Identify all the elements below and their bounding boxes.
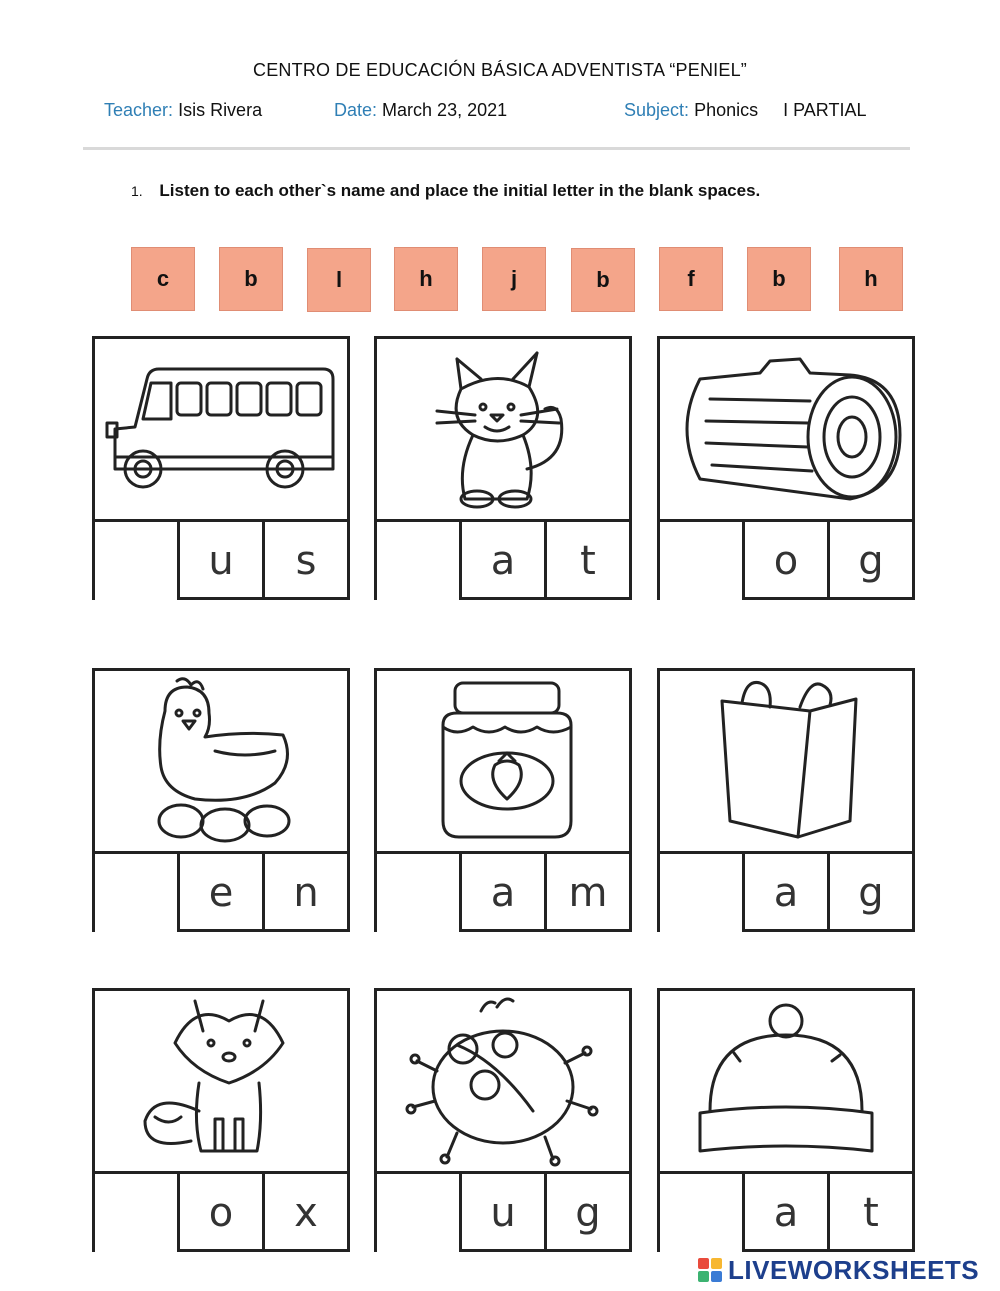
letter-cell: a — [462, 854, 547, 932]
word-card — [657, 988, 915, 1252]
instruction-text: Listen to each other`s name and place the initial letter in the blank spaces. — [159, 181, 761, 200]
letter-cell: a — [462, 522, 547, 600]
log-icon — [660, 339, 912, 519]
letter-cell: g — [575, 1190, 601, 1236]
letter-row — [660, 519, 912, 600]
fox-icon — [95, 991, 347, 1171]
teacher-info — [104, 100, 262, 121]
liveworksheets-brand — [698, 1255, 979, 1286]
date-label: Date: — [334, 100, 378, 120]
letter-tile[interactable]: h — [839, 247, 903, 311]
letter-row — [95, 519, 347, 600]
letter-cell: u — [180, 522, 265, 600]
letter-row — [95, 851, 347, 932]
letter-cell: g — [858, 538, 884, 584]
letter-row — [660, 1171, 912, 1252]
word-card — [374, 668, 632, 932]
word-card — [92, 336, 350, 600]
word-card — [92, 988, 350, 1252]
subject-label: Subject: — [624, 100, 690, 120]
letter-row — [377, 1171, 629, 1252]
school-title: CENTRO DE EDUCACIÓN BÁSICA ADVENTISTA “PENIEL” — [253, 60, 747, 80]
letter-cell: t — [863, 1190, 879, 1236]
hen-icon — [95, 671, 347, 851]
date-info — [334, 100, 507, 121]
letter-tile[interactable]: c — [131, 247, 195, 311]
instruction — [131, 181, 760, 201]
letter-cell: m — [568, 870, 608, 916]
letter-tile[interactable]: h — [394, 247, 458, 311]
partial-label: I PARTIAL — [783, 100, 867, 120]
letter-cell: g — [858, 870, 884, 916]
letter-cell: a — [745, 854, 830, 932]
blank-letter-box[interactable] — [95, 522, 180, 600]
word-card — [374, 988, 632, 1252]
instruction-number: 1. — [131, 183, 143, 199]
date-value: March 23, 2021 — [382, 100, 508, 120]
blank-letter-box[interactable] — [95, 854, 180, 932]
letter-cell: o — [745, 522, 830, 600]
letter-tile[interactable]: b — [219, 247, 283, 311]
subject-value: Phonics — [694, 100, 759, 120]
blank-letter-box[interactable] — [377, 522, 462, 600]
jam-jar-icon — [377, 671, 629, 851]
word-card — [374, 336, 632, 600]
bus-icon — [95, 339, 347, 519]
letter-cell: u — [462, 1174, 547, 1252]
blank-letter-box[interactable] — [660, 854, 745, 932]
letter-row — [377, 519, 629, 600]
header-divider — [83, 147, 910, 150]
letter-cell: x — [294, 1190, 318, 1236]
letter-tile[interactable]: j — [482, 247, 546, 311]
word-card — [657, 668, 915, 932]
blank-letter-box[interactable] — [95, 1174, 180, 1252]
letter-tile[interactable]: b — [747, 247, 811, 311]
teacher-label: Teacher: — [104, 100, 174, 120]
teacher-name: Isis Rivera — [178, 100, 263, 120]
liveworksheets-logo-icon — [698, 1258, 724, 1284]
letter-tile[interactable]: b — [571, 248, 635, 312]
letter-row — [377, 851, 629, 932]
letter-cell: e — [180, 854, 265, 932]
blank-letter-box[interactable] — [660, 522, 745, 600]
letter-cell: n — [293, 870, 319, 916]
brand-name: LIVEWORKSHEETS — [728, 1255, 980, 1285]
letter-row — [660, 851, 912, 932]
letter-row — [95, 1171, 347, 1252]
bug-icon — [377, 991, 629, 1171]
letter-cell: s — [295, 538, 317, 584]
letter-cell: t — [580, 538, 596, 584]
letter-tile[interactable]: f — [659, 247, 723, 311]
bag-icon — [660, 671, 912, 851]
cat-icon — [377, 339, 629, 519]
word-card — [657, 336, 915, 600]
letter-tile[interactable]: l — [307, 248, 371, 312]
letter-cell: a — [745, 1174, 830, 1252]
blank-letter-box[interactable] — [660, 1174, 745, 1252]
subject-info — [624, 100, 867, 121]
word-card — [92, 668, 350, 932]
letter-cell: o — [180, 1174, 265, 1252]
hat-icon — [660, 991, 912, 1171]
blank-letter-box[interactable] — [377, 1174, 462, 1252]
blank-letter-box[interactable] — [377, 854, 462, 932]
